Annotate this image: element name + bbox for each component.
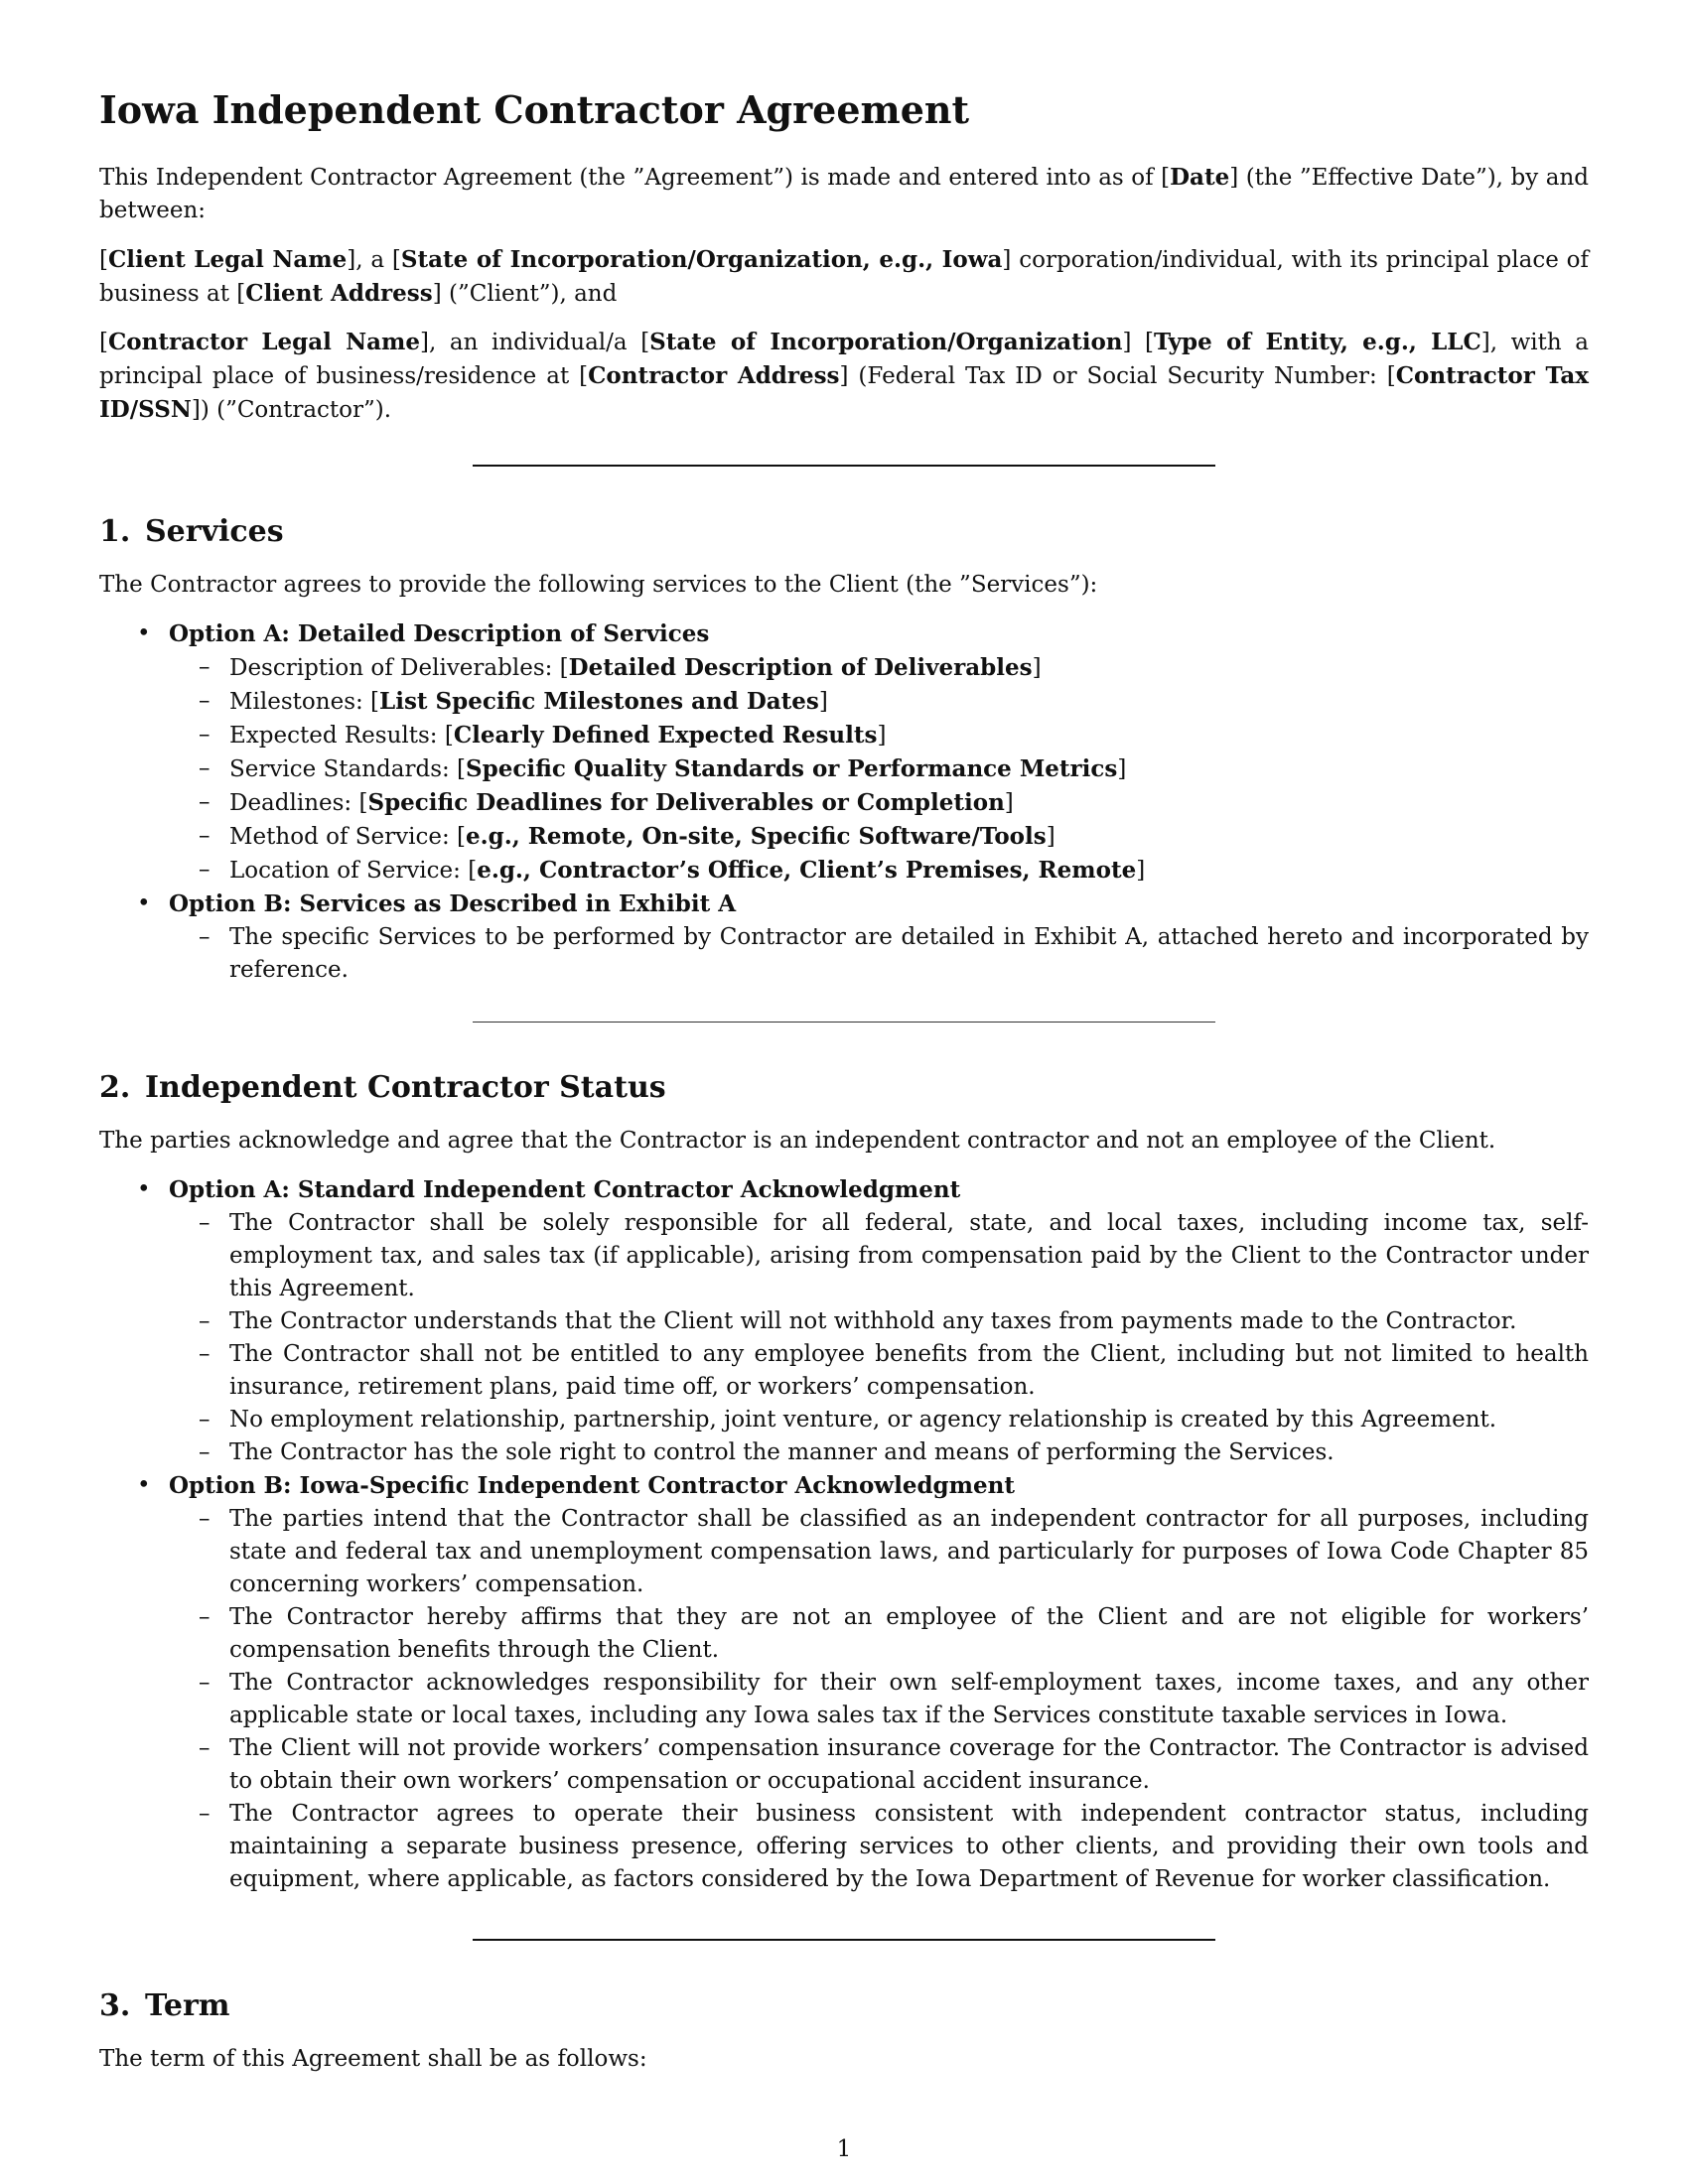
contractor-entity-placeholder: Type of Entity, e.g., LLC bbox=[1154, 329, 1481, 355]
option-label: Option B: Iowa-Specific Independent Contractor Acknowledgment bbox=[169, 1472, 1015, 1499]
dash-icon: – bbox=[199, 1670, 211, 1696]
intro-text: ] (the ”Effective Date”), by and between: bbox=[99, 165, 1589, 223]
contractor-state-placeholder: State of Incorporation/Organization bbox=[649, 329, 1123, 355]
text: ] bbox=[1032, 655, 1042, 681]
placeholder-value: e.g., Contractor’s Office, Client’s Premises, Remote bbox=[477, 857, 1137, 884]
list-item bbox=[169, 1667, 1589, 1732]
bullet-icon: • bbox=[137, 1472, 151, 1498]
list-item bbox=[169, 1601, 1589, 1667]
list-item bbox=[169, 752, 1589, 786]
option-details bbox=[169, 651, 1589, 887]
option-details bbox=[169, 921, 1589, 987]
option-label: Option A: Detailed Description of Services bbox=[169, 620, 710, 647]
text: ], a [ bbox=[347, 247, 401, 273]
dash-icon: – bbox=[199, 1735, 211, 1761]
text: ], an individual/a [ bbox=[420, 330, 650, 355]
dash-icon: – bbox=[199, 823, 211, 849]
item-text: The parties intend that the Contractor shall be classified as an independent contractor for all purposes, including state and federal tax and unemployment compensation laws, and particularly for purposes of Iowa Code Chapter 85 concerning workers’ compensation. bbox=[229, 1506, 1589, 1597]
section-title: Term bbox=[145, 1988, 230, 2023]
list-item bbox=[169, 1503, 1589, 1601]
section-divider bbox=[473, 465, 1215, 467]
dash-icon: – bbox=[199, 857, 211, 883]
client-name-placeholder: Client Legal Name bbox=[107, 246, 348, 273]
bullet-icon: • bbox=[137, 1176, 151, 1202]
client-address-placeholder: Client Address bbox=[245, 280, 433, 307]
list-item bbox=[169, 1305, 1589, 1338]
section-heading-term bbox=[99, 1988, 230, 2023]
list-item bbox=[169, 786, 1589, 820]
text: ]) (”Contractor”). bbox=[191, 397, 392, 423]
intro-text: This Independent Contractor Agreement (the ”Agreement”) is made and entered into as of [ bbox=[99, 165, 1171, 191]
placeholder-value: Specific Deadlines for Deliverables or Completion bbox=[367, 789, 1005, 816]
option-item bbox=[99, 617, 1589, 887]
text: ] bbox=[818, 689, 828, 715]
item-text: The Contractor hereby affirms that they are not an employee of the Client and are not eligible for workers’ compensation benefits through the Client. bbox=[229, 1604, 1589, 1663]
contractor-name-placeholder: Contractor Legal Name bbox=[107, 329, 421, 355]
text: ] (Federal Tax ID or Social Security Number: [ bbox=[839, 363, 1396, 389]
dash-icon: – bbox=[199, 1506, 211, 1532]
item-text: The Client will not provide workers’ compensation insurance coverage for the Contractor. The Contractor is advised to obtain their own workers’ compensation or occupational accident insurance. bbox=[229, 1735, 1589, 1794]
text: ] bbox=[1117, 756, 1127, 782]
item-text: No employment relationship, partnership, joint venture, or agency relationship is created by this Agreement. bbox=[229, 1407, 1497, 1433]
option-item bbox=[99, 887, 1589, 987]
text: ] bbox=[1004, 790, 1014, 816]
item-label: Method of Service: [ bbox=[229, 824, 467, 850]
status-options bbox=[99, 1173, 1589, 1896]
item-label: Description of Deliverables: [ bbox=[229, 655, 569, 681]
item-label: Deadlines: [ bbox=[229, 790, 368, 816]
section-heading-services bbox=[99, 514, 284, 549]
item-label: Expected Results: [ bbox=[229, 723, 454, 749]
section-divider bbox=[473, 1939, 1215, 1941]
dash-icon: – bbox=[199, 688, 211, 714]
contractor-paragraph bbox=[99, 326, 1589, 427]
dash-icon: – bbox=[199, 1604, 211, 1630]
section-number: 2. bbox=[99, 1070, 131, 1105]
text: ] bbox=[1046, 824, 1055, 850]
list-item bbox=[169, 719, 1589, 752]
section-intro: The Contractor agrees to provide the following services to the Client (the ”Services”): bbox=[99, 572, 1098, 598]
placeholder-value: Specific Quality Standards or Performance Metrics bbox=[466, 755, 1118, 782]
section-heading-contractor-status bbox=[99, 1070, 666, 1105]
placeholder-value: List Specific Milestones and Dates bbox=[379, 688, 819, 715]
section-title: Services bbox=[145, 514, 284, 549]
section-number: 1. bbox=[99, 514, 131, 549]
item-text: The Contractor shall be solely responsible for all federal, state, and local taxes, including income tax, self-employment tax, and sales tax (if applicable), arising from compensation paid by the Client to the Contractor under this Agreement. bbox=[229, 1210, 1589, 1301]
dash-icon: – bbox=[199, 1210, 211, 1236]
item-label: Location of Service: [ bbox=[229, 858, 478, 884]
dash-icon: – bbox=[199, 654, 211, 680]
dash-icon: – bbox=[199, 1801, 211, 1827]
item-text: The specific Services to be performed by Contractor are detailed in Exhibit A, attached hereto and incorporated by reference. bbox=[229, 924, 1589, 983]
list-item bbox=[169, 820, 1589, 854]
client-state-placeholder: State of Incorporation/Organization, e.g., Iowa bbox=[400, 246, 1003, 273]
list-item bbox=[169, 1404, 1589, 1436]
section-number: 3. bbox=[99, 1988, 131, 2023]
dash-icon: – bbox=[199, 1407, 211, 1433]
list-item bbox=[169, 1436, 1589, 1469]
placeholder-value: e.g., Remote, On-site, Specific Software/Tools bbox=[466, 823, 1047, 850]
item-text: The Contractor agrees to operate their business consistent with independent contractor status, including maintaining a separate business presence, offering services to other clients, and providing their own tools and equipment, where applicable, as factors considered by the Iowa Department of Revenue for worker classification. bbox=[229, 1801, 1589, 1892]
dash-icon: – bbox=[199, 722, 211, 748]
list-item bbox=[169, 1732, 1589, 1798]
text: ] (”Client”), and bbox=[432, 281, 618, 307]
text: ] [ bbox=[1122, 330, 1155, 355]
text: ] bbox=[877, 723, 887, 749]
option-details bbox=[169, 1207, 1589, 1469]
item-label: Service Standards: [ bbox=[229, 756, 467, 782]
dash-icon: – bbox=[199, 755, 211, 781]
item-label: Milestones: [ bbox=[229, 689, 380, 715]
page-number: 1 bbox=[836, 2136, 852, 2162]
option-details bbox=[169, 1503, 1589, 1896]
section-intro: The term of this Agreement shall be as follows: bbox=[99, 2046, 647, 2072]
text: ] corporation/individual, with its principal place of business at [ bbox=[99, 247, 1590, 307]
intro-paragraph-1 bbox=[99, 161, 1589, 227]
date-placeholder: Date bbox=[1170, 164, 1230, 191]
item-text: The Contractor shall not be entitled to any employee benefits from the Client, including but not limited to health insurance, retirement plans, paid time off, or workers’ compensation. bbox=[229, 1341, 1589, 1400]
dash-icon: – bbox=[199, 1439, 211, 1465]
option-item bbox=[99, 1469, 1589, 1896]
option-label: Option A: Standard Independent Contractor Acknowledgment bbox=[169, 1176, 961, 1203]
services-options bbox=[99, 617, 1589, 987]
document-title: Iowa Independent Contractor Agreement bbox=[99, 87, 970, 132]
text: ], with a principal place of business/residence at [ bbox=[99, 330, 1589, 389]
section-intro: The parties acknowledge and agree that the Contractor is an independent contractor and not an employee of the Client. bbox=[99, 1128, 1496, 1154]
list-item bbox=[169, 854, 1589, 887]
text: [ bbox=[99, 330, 108, 355]
list-item bbox=[169, 651, 1589, 685]
item-text: The Contractor understands that the Client will not withhold any taxes from payments made to the Contractor. bbox=[229, 1308, 1517, 1334]
list-item bbox=[169, 1798, 1589, 1896]
client-paragraph bbox=[99, 243, 1589, 311]
dash-icon: – bbox=[199, 924, 211, 950]
bullet-icon: • bbox=[137, 890, 151, 916]
option-label: Option B: Services as Described in Exhibit A bbox=[169, 890, 737, 917]
list-item bbox=[169, 1338, 1589, 1404]
contractor-taxid-placeholder: Contractor Tax ID/SSN bbox=[99, 362, 1589, 423]
item-text: The Contractor has the sole right to control the manner and means of performing the Services. bbox=[229, 1439, 1335, 1465]
list-item bbox=[169, 685, 1589, 719]
option-item bbox=[99, 1173, 1589, 1469]
bullet-icon: • bbox=[137, 620, 151, 646]
dash-icon: – bbox=[199, 1308, 211, 1334]
list-item bbox=[169, 921, 1589, 987]
section-title: Independent Contractor Status bbox=[145, 1070, 666, 1105]
dash-icon: – bbox=[199, 789, 211, 815]
section-divider bbox=[473, 1022, 1215, 1023]
placeholder-value: Detailed Description of Deliverables bbox=[568, 654, 1033, 681]
list-item bbox=[169, 1207, 1589, 1305]
text: ] bbox=[1136, 858, 1146, 884]
placeholder-value: Clearly Defined Expected Results bbox=[453, 722, 878, 749]
text: [ bbox=[99, 247, 108, 273]
dash-icon: – bbox=[199, 1341, 211, 1367]
item-text: The Contractor acknowledges responsibility for their own self-employment taxes, income taxes, and any other applicable state or local taxes, including any Iowa sales tax if the Services constitute taxable services in Iowa. bbox=[229, 1670, 1589, 1728]
contractor-address-placeholder: Contractor Address bbox=[588, 362, 840, 389]
